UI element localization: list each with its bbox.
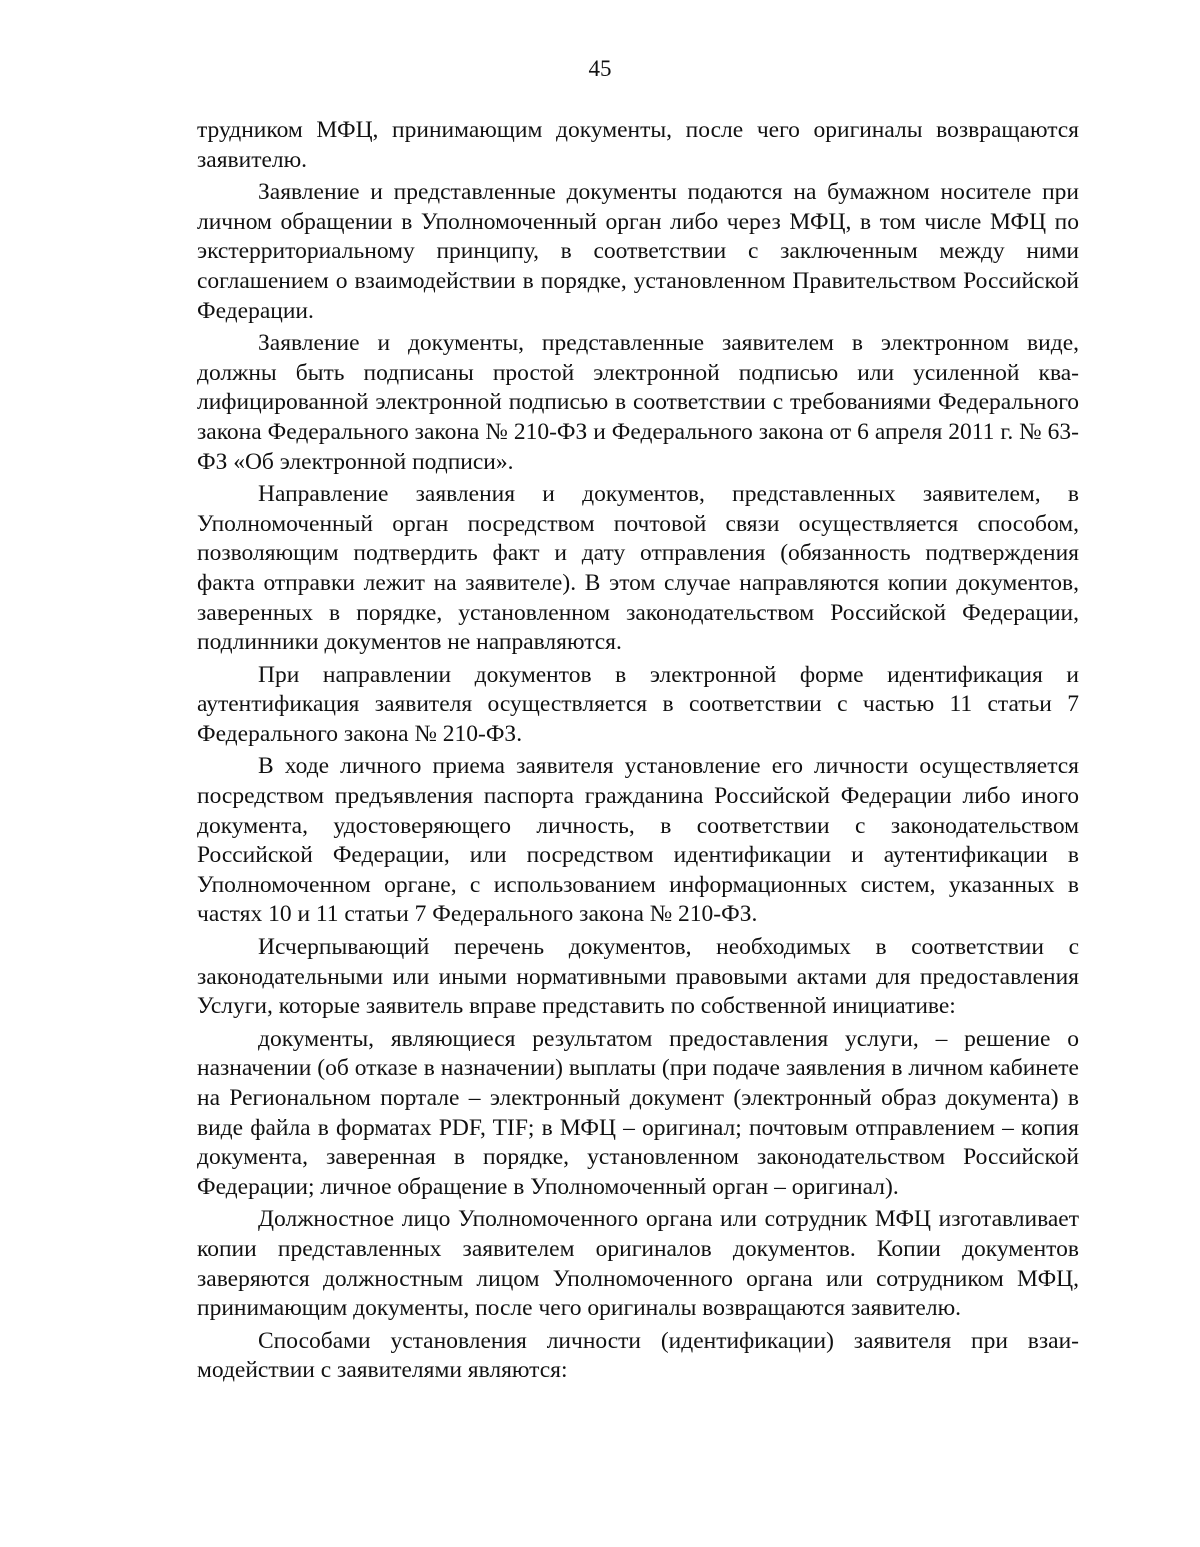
body-text [197,116,1079,1389]
paragraph-identification-methods: Способами установления личности (идентификации) заявителя при взаимодействии с заявителями являются: [197,1327,1079,1384]
paragraph-continuation: трудником МФЦ, принимающим документы, после чего оригиналы возвращаются заявителю. [197,117,1079,173]
paragraph-electronic-signature: Заявление и документы, представленные заявителем в электронном виде, должны быть подписаны простой электронной подписью или усиленной квалифицированной электронной подписью в соответствии с требованиями Федерального закона Федерального закона № 210-ФЗ и Федерального закона от 6 апреля 2011 г. № 63-ФЗ «Об электронной подписи». [197,330,1079,475]
page-number: 45 [588,56,612,81]
paragraph-copies-certification: Должностное лицо Уполномоченного органа или сотрудник МФЦ изготавливает копии представленных заявителем оригиналов документов. Копии документов заверяются должностным лицом Уполномоченного органа или сотрудником МФЦ, принимающим документы, после чего оригиналы возвращаются заявителю. [197,1206,1079,1322]
paragraph-personal-reception: В ходе личного приема заявителя установление его личности осуществляется посредством предъявления паспорта гражданина Российской Федерации либо иного документа, удостоверяющего личность, в соответствии с законодательством Российской Федерации, или посредством идентификации и аутентификации в Уполномоченном органе, с использованием информационных систем, указанных в частях 10 и 11 статьи 7 Федерального закона № 210-ФЗ. [197,753,1079,928]
paragraph-submission-paper: Заявление и представленные документы подаются на бумажном носителе при личном обращении в Уполномоченный орган либо через МФЦ, в том числе МФЦ по экстерриториальному принципу, в соответствии с заключенным между ними соглашением о взаимодействии в порядке, установленном Правительством Российской Федерации. [197,179,1079,324]
paragraph-postal-delivery: Направление заявления и документов, представленных заявителем, в Уполномоченный орган посредством почтовой связи осуществляется способом, позволяющим подтвердить факт и дату отправления (обязанность подтверждения факта отправки лежит на заявителе). В этом случае направляются копии документов, заверенных в порядке, установленном законодательством Российской Федерации, подлинники документов не направляются. [197,481,1079,656]
paragraph-electronic-identification: При направлении документов в электронной форме идентификация и аутентификация заявителя осуществляется в соответствии с частью 11 статьи 7 Федерального закона № 210-ФЗ. [197,661,1079,747]
paragraph-documents-list: Исчерпывающий перечень документов, необходимых в соответствии с законодательными или иными нормативными правовыми актами для предоставления Услуги, которые заявитель вправе представить по собственной инициативе: [197,934,1079,1020]
paragraph-service-result: документы, являющиеся результатом предоставления услуги, – решение о назначении (об отказе в назначении) выплаты (при подаче заявления в личном кабинете на Региональном портале – электронный документ (электронный образ документа) в виде файла в форматах PDF, TIF; в МФЦ – оригинал; почтовым отправлением – копия документа, заверенная в порядке, установленном законодательством Российской Федерации; личное обращение в Уполномоченный орган – оригинал). [197,1025,1079,1200]
